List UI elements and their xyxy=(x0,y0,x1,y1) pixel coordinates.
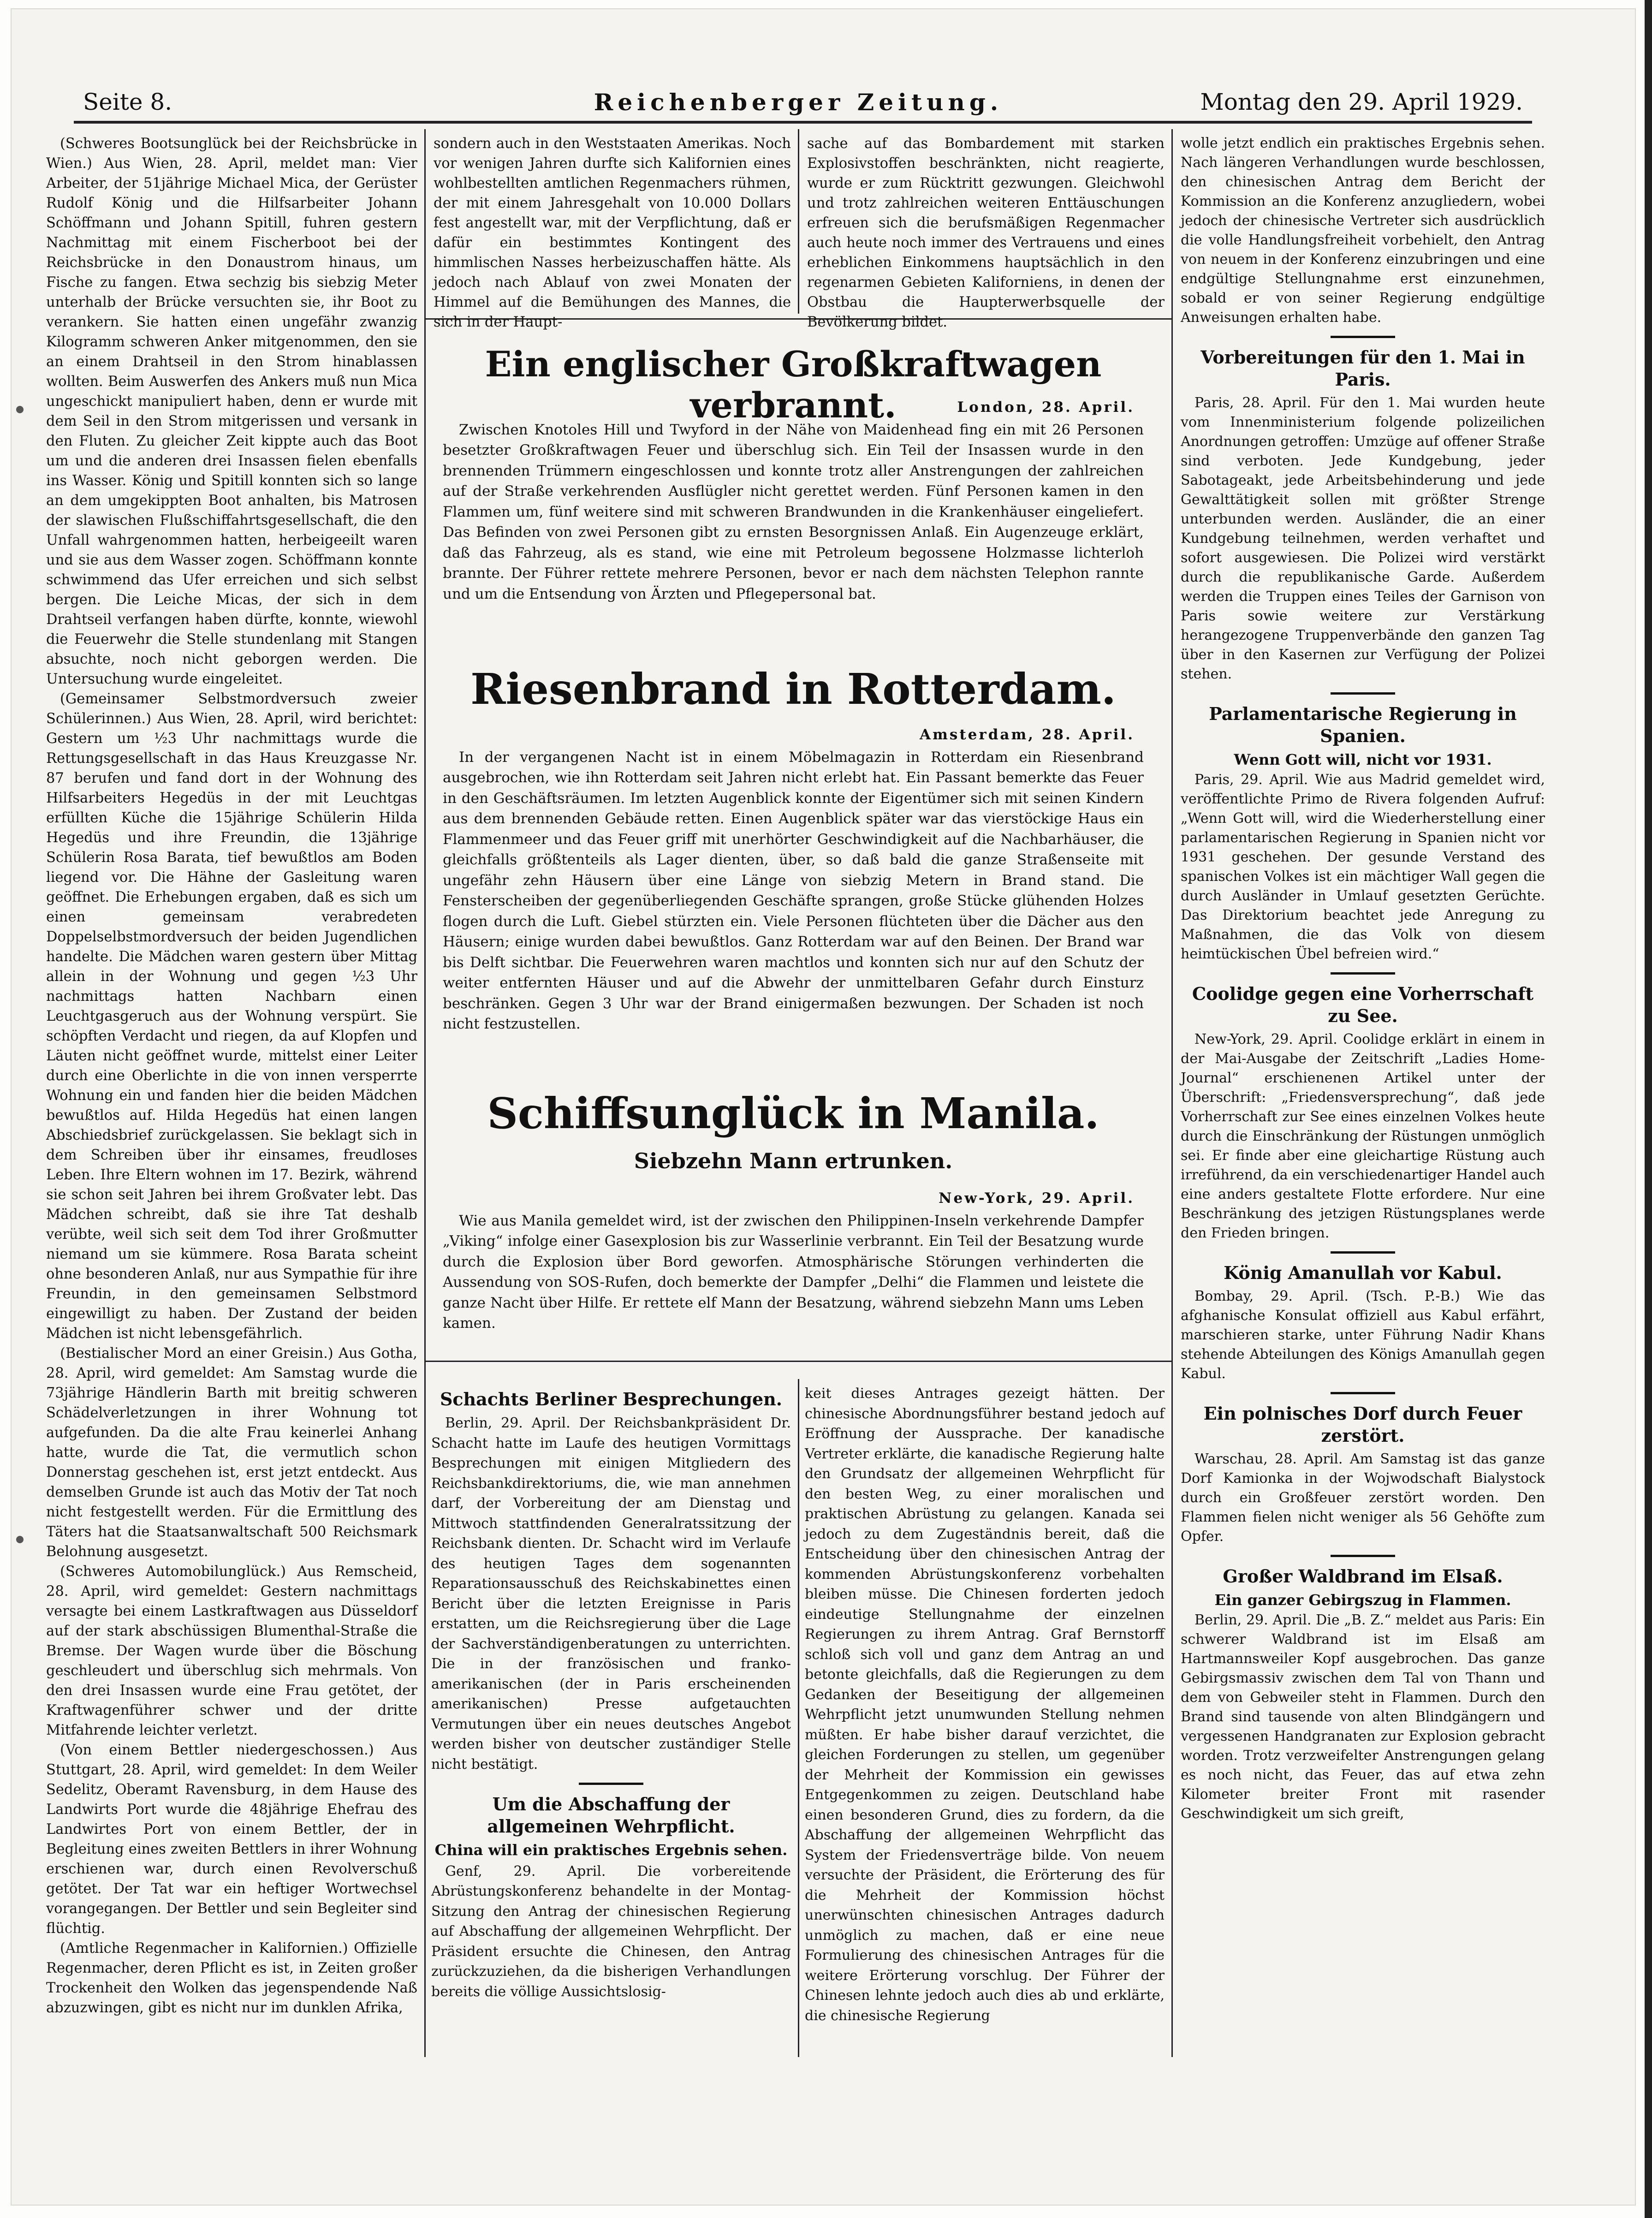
headline-elsass: Großer Waldbrand im Elsaß. xyxy=(1223,1566,1503,1587)
page-header xyxy=(74,78,1523,115)
news-item: (Schweres Bootsunglück bei der Reichsbrücke in Wien.) Aus Wien, 28. April, meldet man: Vier Arbeiter, der 51jährige Michael Mica, der Gerüster Rudolf König und die Hilfsarbeiter Johann Schöffmann und Johann Spitill, fuhren gestern Nachmittag mit einem Fischerboot bei der Reichsbrücke in den Donaustrom hinaus, um Fische zu fangen. Etwa sechzig bis siebzig Meter unterhalb der Brücke versuchten sie, ihr Boot zu verankern. Sie hatten einen ungefähr zwanzig Kilogramm schweren Anker mitgenommen, den sie an einem Drahtseil in den Strom hinablassen wollten. Beim Auswerfen des Ankers muß nun Mica ungeschickt manipuliert haben, denn er wurde mit dem Seil in den Strom mitgerissen und versank in den Fluten. Zu gleicher Zeit kippte auch das Boot um und die anderen drei Insassen fielen ebenfalls ins Wasser. König und Spitill konnten sich so lange an dem umgekippten Boot anhalten, bis Matrosen der slawischen Flußschiffahrtsgesellschaft, die den Unfall wahrgenommen hatten, herbeigeeilt waren und sie aus dem Wasser zogen. Schöffmann konnte schwimmend das Ufer erreichen und sich selbst bergen. Die Leiche Micas, der sich in dem Drahtseil verfangen haben dürfte, konnte, wiewohl die Feuerwehr die Stelle stundenlang mit Stangen absuchte, noch nicht geborgen werden. Die Untersuchung wurde eingeleitet. xyxy=(46,136,417,687)
article-body: New-York, 29. April. Coolidge erklärt in einem in der Mai-Ausgabe der Zeitschrift „Ladies Home-Journal“ erschienenen Artikel unter der Überschrift: „Friedensversprechung“, daß jede Vorherrschaft zur See eines einzelnen Volkes heute durch die Einschränkung der Rüstungen unmöglich sei. Er finde aber eine gleichartige Rüstung auch irreführend, da ein verschiedenartiger Handel auch eine anders gestaltete Flotte erfordere. Nur eine Beschränkung des jetzigen Rüstungsplanes werde den Frieden bringen. xyxy=(1181,1031,1545,1241)
issue-date: Montag den 29. April 1929. xyxy=(1200,89,1523,115)
headline-coolidge: Coolidge gegen eine Vorherrschaft zu See. xyxy=(1192,983,1534,1026)
column-2-bottom xyxy=(431,1384,791,2057)
article-body: Paris, 28. April. Für den 1. Mai wurden heute vom Innenministerium folgende polizeilichen Anordnungen getroffen: Umzüge auf offener Straße sind verboten. Jede Kundgebung, jeder Sabotageakt, jede Arbeitsbehinderung und jede Gewalttätigkeit sollen mit größter Strenge unterbunden werden. Ausländer, die an einer Kundgebung teilnehmen, werden verhaftet und sofort ausgewiesen. Die Polizei wird verstärkt durch die republikanische Garde. Außerdem werden die Truppen eines Teiles der Garnison von Paris sowie weitere zur Verstärkung herangezogene Truppenverbände den ganzen Tag über in den Kasernen zur Verfügung der Polizei stehen. xyxy=(1181,395,1545,682)
headline-paris: Vorbereitungen für den 1. Mai in Paris. xyxy=(1200,347,1525,390)
dateline: New-York, 29. April. xyxy=(939,1190,1135,1207)
divider xyxy=(1331,1555,1395,1557)
punch-hole xyxy=(16,1536,24,1543)
column-divider xyxy=(1171,129,1173,2057)
article-body: Bombay, 29. April. (Tsch. P.-B.) Wie das afghanische Konsulat offiziell aus Kabul erfährt, marschieren starke, unter Führung Nadir Khans stehende Abteilungen des Königs Amanullah gegen Kabul. xyxy=(1181,1288,1545,1382)
column-2-top xyxy=(434,134,791,330)
punch-hole xyxy=(16,406,24,413)
news-item: (Amtliche Regenmacher in Kalifornien.) Offizielle Regenmacher, deren Pflicht es ist, in Zeiten großer Trockenheit den Wolken das jegenspendende Naß abzuzwingen, gibt es nicht nur im dunklen Afrika, xyxy=(46,1940,417,2016)
column-divider xyxy=(798,129,799,314)
subheadline-manila: Siebzehn Mann ertrunken. xyxy=(634,1148,953,1173)
divider xyxy=(1331,1392,1395,1394)
news-item: (Gemeinsamer Selbstmordversuch zweier Schülerinnen.) Aus Wien, 28. April, wird berichtet: Gestern um ½3 Uhr nachmittags wurde die Rettungsgesellschaft in das Haus Kreuzgasse Nr. 87 berufen und fand dort in der Wohnung des Hilfsarbeiters Hegedüs in der mit Leuchtgas erfüllten Küche die 15jährige Schülerin Hilda Hegedüs und ihre Freundin, die 13jährige Schülerin Rosa Barata, tief bewußtlos am Boden liegend vor. Die Hähne der Gasleitung waren geöffnet. Die Erhebungen ergaben, daß es sich um einen gemeinsam verabredeten Doppelselbstmordversuch der beiden Jugendlichen handelte. Die Mädchen waren gestern über Mittag allein in der Wohnung und gegen ½3 Uhr nachmittags hatten Nachbarn einen Leuchtgasgeruch aus der Wohnung verspürt. Sie schöpften Verdacht und riegen, da auf Klopfen und Läuten nicht geöffnet wurde, mittelst einer Leiter durch eine Oberlichte in die von innen versperrte Wohnung ein und fanden hier die beiden Mädchen bewußtlos auf. Hilda Hegedüs hat einen langen Abschiedsbrief zurückgelassen. Sie beklagt sich in dem Schreiben über ihr einsames, freudloses Leben. Ihre Eltern wohnen im 17. Bezirk, während sie schon seit Jahren bei ihrem Großvater lebt. Das Mädchen schreibt, daß sie ihre Tat deshalb verübte, weil sich seit dem Tod ihrer Großmutter niemand um sie kümmere. Rosa Barata scheint ohne besonderen Anlaß, nur aus Sympathie für ihre Freundin, in den gemeinsamen Selbstmord eingewilligt zu haben. Der Zustand der beiden Mädchen ist nicht lebensgefährlich. xyxy=(46,691,417,1342)
headline-wehrpflicht: Um die Abschaffung der allgemeinen Wehrpflicht. xyxy=(487,1794,735,1837)
article-england xyxy=(443,394,1144,643)
divider xyxy=(1331,972,1395,975)
headline-spanien: Parlamentarische Regierung in Spanien. xyxy=(1209,703,1517,746)
divider xyxy=(1331,692,1395,695)
article-body: Zwischen Knotoles Hill und Twyford in der Nähe von Maidenhead fing ein mit 26 Personen besetzter Großkraftwagen Feuer und überschlug sich. Ein Teil der Insassen wurde in den brennenden Trümmern eingeschlossen und konnte trotz aller Anstrengungen der zahlreichen auf der Straße verkehrenden Ausflügler nicht gerettet werden. Fünf Personen kamen in den Flammen um, fünf weitere sind mit schweren Brandwunden in die Krankenhäuser eingeliefert. Das Befinden von zwei Personen gibt zu ernsten Besorgnissen Anlaß. Ein Augenzeuge erklärt, daß das Fahrzeug, als es stand, wie eine mit Petroleum begossene Holzmasse lichterloh brannte. Der Führer rettete mehrere Personen, bevor er nach dem nächsten Telephon rannte und um die Entsendung von Ärzten und Pflegepersonal bat. xyxy=(443,421,1144,602)
article-body: Warschau, 28. April. Am Samstag ist das ganze Dorf Kamionka in der Wojwodschaft Bialystock durch ein Großfeuer zerstört worden. Den Flammen fielen nicht weniger als 56 Gehöfte zum Opfer. xyxy=(1181,1451,1545,1545)
dateline: London, 28. April. xyxy=(957,399,1135,416)
headline-england: Ein englischer Großkraftwagen verbrannt. xyxy=(485,344,1102,426)
article-body: keit dieses Antrages gezeigt hätten. Der chinesische Abordnungsführer bestand jedoch auf Eröffnung der Aussprache. Der kanadische Vertreter erklärte, die kanadische Regierung halte den Grundsatz der allgemeinen Wehrpflicht für den besten Weg, zu einer moralischen und praktischen Abrüstung zu gelangen. Kanada sei jedoch zu dem Zugeständnis bereit, daß die Entscheidung über den chinesischen Antrag der kommenden Abrüstungskonferenz vorbehalten bleiben müsse. Die Chinesen forderten jedoch eindeutige Stellungnahme der einzelnen Regierungen zu ihrem Antrag. Graf Bernstorff schloß sich voll und ganz dem Antrag an und betonte gleichfalls, daß die Regierungen zu dem Gedanken der Beseitigung der allgemeinen Wehrpflicht jetzt unumwunden Stellung nehmen müßten. Er habe bisher darauf verzichtet, die gleichen Forderungen zu stellen, um gegenüber der Mehrheit der Kommission ein gewisses Entgegenkommen zu zeigen. Deutschland habe einen besonderen Grund, dies zu fordern, da die Abschaffung der allgemeinen Wehrpflicht das System der Friedensverträge bilde. Von neuem versuchte der Präsident, die Erörterung des für die Mehrheit der Kommission höchst unerwünschten chinesischen Antrages dadurch unmöglich zu machen, daß er eine neue Formulierung des chinesischen Antrages für die weitere Erörterung vorschlug. Der Führer der Chinesen lehnte jedoch auch dies ab und erklärte, die chinesische Regierung xyxy=(805,1386,1165,2024)
article-body: In der vergangenen Nacht ist in einem Möbelmagazin in Rotterdam ein Riesenbrand ausgebrochen, wie ihn Rotterdam seit Jahren nicht erlebt hat. Ein Passant bemerkte das Feuer in den Geschäftsräumen. Im letzten Augenblick konnte der Eigentümer sich mit seinen Kindern aus dem brennenden Gebäude retten. Einen Augenblick später war das vierstöckige Haus ein Flammenmeer und das Feuer griff mit unerhörter Geschwindigkeit auf die Nachbarhäuser, die gleichfalls größtenteils als Lager dienten, über, so daß bald die ganze Straßenseite mit ungefähr zehn Häusern über eine Länge von siebzig Metern in Brand stand. Die Fensterscheiben der gegenüberliegenden Geschäfte sprangen, große Stücke glühenden Holzes flogen durch die Luft. Giebel stürzten ein. Viele Personen flüchteten über die Dächer aus den Häusern; einige wurden dabei bewußtlos. Ganz Rotterdam war auf den Beinen. Der Brand war bis Delft sichtbar. Die Feuerwehren waren machtlos und konnten sich nur auf den Schutz der weiter entfernten Häuser und auf die Abwehr der unmittelbaren Gefahr durch Einsturz beschränken. Gegen 3 Uhr war der Brand einigermaßen bezwungen. Der Schaden ist noch nicht festzustellen. xyxy=(443,749,1144,1032)
article-body: Berlin, 29. April. Die „B. Z.“ meldet aus Paris: Ein schwerer Waldbrand ist im Elsaß am Hartmannsweiler Kopf ausgebrochen. Das ganze Gebirgsmassiv zwischen dem Tal von Thann und dem von Gebweiler steht in Flammen. Durch den Brand sind tausende von alten Blindgängern und vergessenen Handgranaten zur Explosion gebracht worden. Trotz verzweifelter Anstrengungen gelang es noch nicht, das Feuer, das auf etwa zehn Kilometer breiter Front mit rasender Geschwindigkeit um sich greift, xyxy=(1181,1612,1545,1822)
divider xyxy=(1331,336,1395,338)
subheadline-wehrpflicht: China will ein praktisches Ergebnis sehen. xyxy=(434,1841,788,1859)
article-body: Genf, 29. April. Die vorbereitende Abrüstungskonferenz behandelte in der Montag-Sitzung den Antrag der chinesischen Regierung auf Abschaffung der allgemeinen Wehrpflicht. Der Präsident ersuchte die Chinesen, den Antrag zurückzuziehen, da die bisherigen Verhandlungen bereits die völlige Aussichtslosig- xyxy=(431,1863,791,2000)
headline-manila: Schiffsunglück in Manila. xyxy=(487,1088,1099,1138)
page-number: Seite 8. xyxy=(83,89,172,115)
column-3-top xyxy=(807,134,1165,330)
headline-rotterdam: Riesenbrand in Rotterdam. xyxy=(470,664,1116,714)
article-rotterdam xyxy=(443,722,1144,1072)
headline-schacht: Schachts Berliner Besprechungen. xyxy=(440,1389,783,1409)
subheadline-spanien: Wenn Gott will, nicht vor 1931. xyxy=(1234,751,1492,768)
continued-text: wolle jetzt endlich ein praktisches Ergebnis sehen. Nach längeren Verhandlungen wurde beschlossen, den chinesischen Antrag dem Bericht der Kommission an die Konferenz anzugliedern, wobei jedoch der chinesische Vertreter sich ausdrücklich die volle Handlungsfreiheit vorbehielt, den Antrag von neuem in der Konferenz einzubringen und eine endgültige Stellungnahme erst einzunehmen, sobald er von seiner Regierung endgültige Anweisungen erhalten habe. xyxy=(1181,135,1545,326)
article-body: Paris, 29. April. Wie aus Madrid gemeldet wird, veröffentlichte Primo de Rivera folgenden Aufruf: „Wenn Gott will, wird die Wiederherstellung einer parlamentarischen Regierung in Spanien nicht vor 1931 geschehen. Der gesunde Verstand des spanischen Volkes ist ein mächtiger Wall gegen die durch Ausländer in Umlauf gesetzten Gerüchte. Das Direktorium beachtet jede Anregung zu Maßnahmen, die das Volk von diesem heimtückischen Übel befreien wird.“ xyxy=(1181,772,1545,962)
column-divider xyxy=(798,1379,799,2057)
scan-edge xyxy=(1645,0,1652,2218)
dateline: Amsterdam, 28. April. xyxy=(920,726,1135,743)
column-3-bottom xyxy=(805,1384,1165,2057)
news-item: (Bestialischer Mord an einer Greisin.) Aus Gotha, 28. April, wird gemeldet: Am Samstag wurde die 73jährige Händlerin Barth mit breitig schweren Schädelverletzungen in ihrer Wohnung tot aufgefunden. Da die alte Frau keinerlei Anhang hatte, wurde die Tat, die vermutlich schon Donnerstag geschehen ist, erst jetzt entdeckt. Aus demselben Grunde ist auch das Motiv der Tat noch nicht festgestellt werden. Für die Ermittlung des Täters hat die Staatsanwaltschaft 500 Reichsmark Belohnung ausgesetzt. xyxy=(46,1345,417,1560)
divider xyxy=(1331,1251,1395,1254)
continued-text: sache auf das Bombardement mit starken Explosivstoffen beschränkten, nicht reagierte, wurde er zum Rücktritt gezwungen. Gleichwohl und trotz zahlreichen weiteren Enttäuschungen erfreuen sich die berufsmäßigen Regenmacher auch heute noch immer des Vertrauens und eines erheblichen Einkommens hauptsächlich in den regenarmen Gebieten Kaliforniens, in denen der Obstbau die Haupterwerbsquelle der Bevölkerung bildet. xyxy=(807,136,1165,330)
news-item: (Schweres Automobilunglück.) Aus Remscheid, 28. April, wird gemeldet: Gestern nachmittags versagte bei einem Lastkraftwagen aus Düsseldorf auf der stark abschüssigen Blumenthal-Straße die Bremse. Der Wagen wurde über die Böschung geschleudert und überschlug sich mehrmals. Von den drei Insassen wurde eine Frau getötet, der Kraftwagenführer schwer und der dritte Mitfahrende leichter verletzt. xyxy=(46,1564,417,1738)
header-rule xyxy=(74,121,1532,124)
headline-kabul: König Amanullah vor Kabul. xyxy=(1224,1262,1502,1283)
continued-text: sondern auch in den Weststaaten Amerikas. Noch vor wenigen Jahren durfte sich Kalifornien eines wohlbestellten amtlichen Regenmachers rühmen, der mit einem Jahresgehalt von 10.000 Dollars fest angestellt war, mit der Verpflichtung, daß er dafür ein bestimmtes Kontingent des himmlischen Nasses herbeizuschaffen hätte. Als jedoch nach Ablauf von zwei Monaten der Himmel auf die Bemühungen des Mannes, die sich in der Haupt- xyxy=(434,136,791,330)
headline-polen: Ein polnisches Dorf durch Feuer zerstört. xyxy=(1203,1403,1522,1446)
column-1 xyxy=(46,134,417,2057)
column-divider xyxy=(424,129,426,2057)
divider xyxy=(579,1783,643,1785)
column-4 xyxy=(1181,134,1545,2057)
subheadline-elsass: Ein ganzer Gebirgszug in Flammen. xyxy=(1214,1591,1511,1609)
article-body: Berlin, 29. April. Der Reichsbankpräsident Dr. Schacht hatte im Laufe des heutigen Vormittags Besprechungen mit einigen Mitgliedern des Reichsbankdirektoriums, die, wie man annehmen darf, der Vorbereitung der am Dienstag und Mittwoch stattfindenden Generalratssitzung der Reichsbank dienten. Dr. Schacht wird im Verlaufe des heutigen Tages dem sogenannten Reparationsausschuß des Reichskabinettes einen Bericht über die letzten Ereignisse in Paris erstatten, um die Reichsregierung über die Lage der Sachverständigenberatungen zu unterrichten. Die in der französischen und franko-amerikanischen (der in Paris erscheinenden amerikanischen) Presse aufgetauchten Vermutungen über ein neues deutsches Angebot werden bisher von deutscher zuständiger Stelle nicht bestätigt. xyxy=(431,1415,791,1772)
article-body: Wie aus Manila gemeldet wird, ist der zwischen den Philippinen-Inseln verkehrende Dampfer „Viking“ infolge einer Gasexplosion bis zur Wasserlinie verbrannt. Ein Teil der Besatzung wurde durch die Explosion über Bord geworfen. Atmosphärische Störungen verhinderten die Aussendung von SOS-Rufen, doch bemerkte der Dampfer „Delhi“ die Flammen und leistete die ganze Nacht über Hilfe. Er rettete elf Mann der Besatzung, während siebzehn Mann ums Leben kamen. xyxy=(443,1212,1144,1332)
section-rule xyxy=(424,1361,1171,1362)
article-manila xyxy=(443,1185,1144,1356)
masthead: Reichenberger Zeitung. xyxy=(594,89,1003,116)
news-item: (Von einem Bettler niedergeschossen.) Aus Stuttgart, 28. April, wird gemeldet: In dem Weiler Sedelitz, Oberamt Ravensburg, in dem Hause des Landwirts Port wurde die 48jährige Ehefrau des Landwirtes Port von einem Bettler, der in Begleitung eines zweiten Bettlers in ihrer Wohnung erschienen war, durch einen Revolverschuß getötet. Der Tat war ein heftiger Wortwechsel vorangegangen. Der Bettler und sein Begleiter sind flüchtig. xyxy=(46,1742,417,1937)
